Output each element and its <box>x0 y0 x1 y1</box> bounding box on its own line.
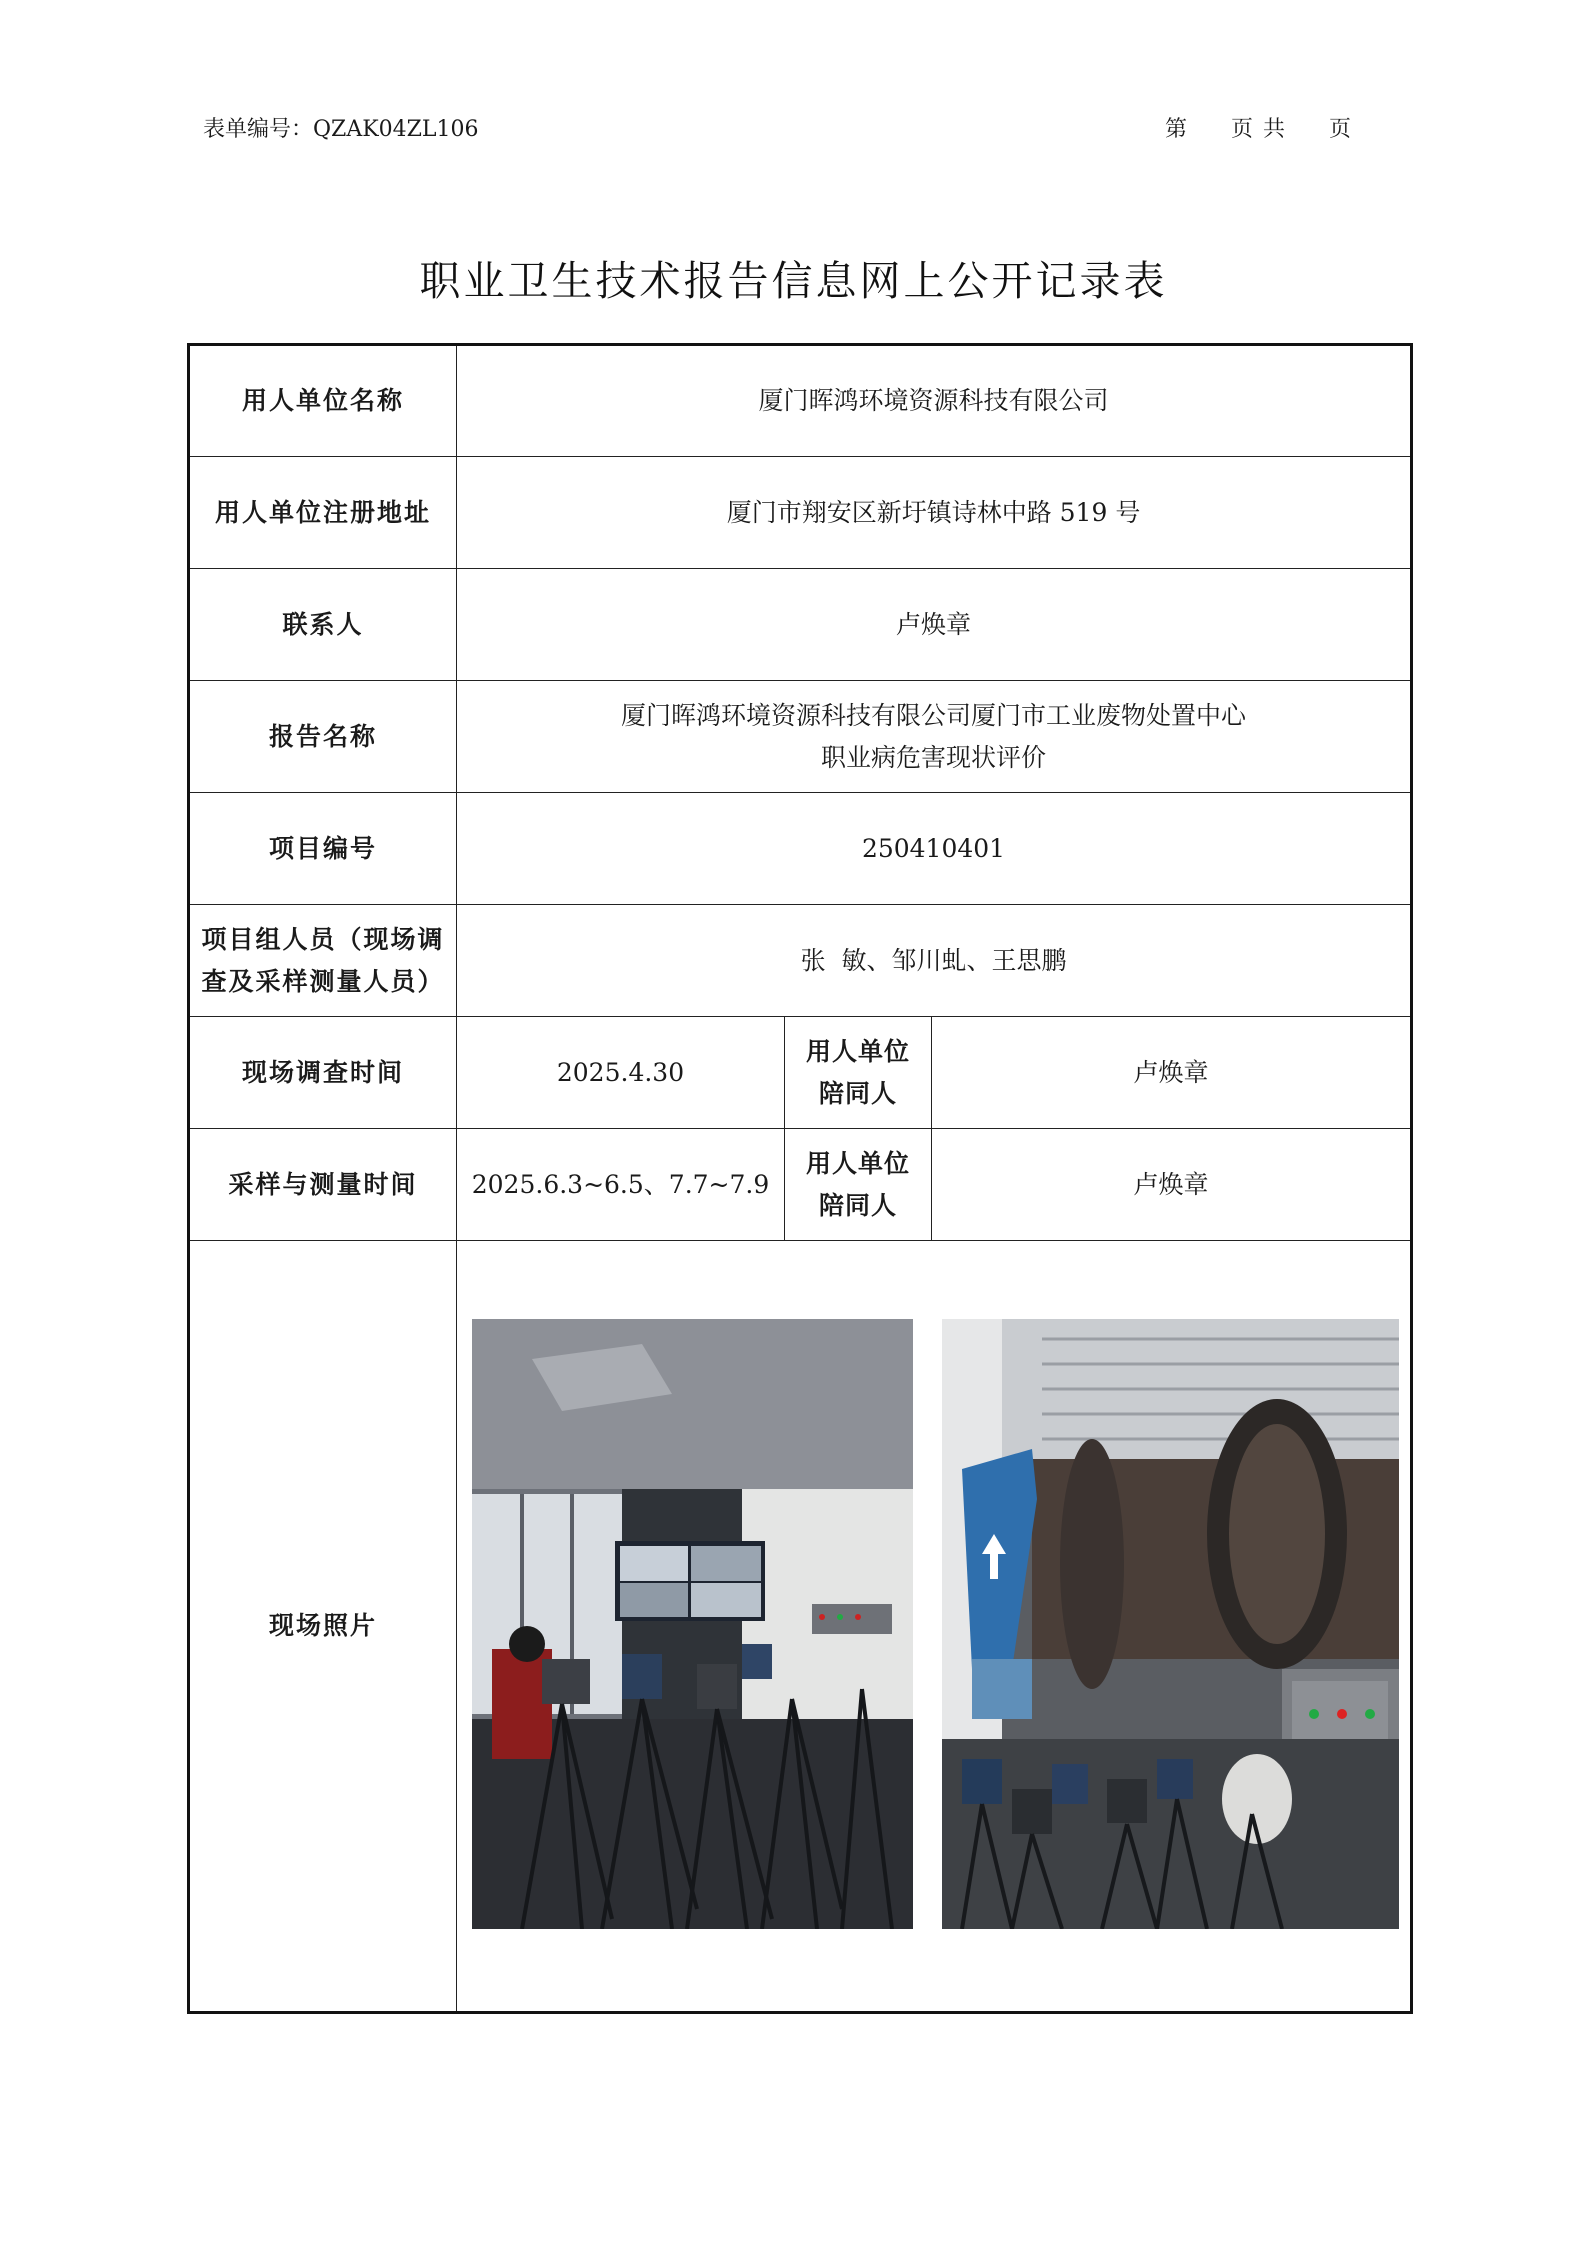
team-label-line-1: 项目组人员（现场调 <box>201 924 445 954</box>
row-team <box>189 905 1412 1017</box>
page-text-3: 共 <box>1263 117 1286 142</box>
page-text-4: 页 <box>1329 117 1352 142</box>
sampling-date: 2025.6.3~6.5、7.7~7.9 <box>457 1129 785 1241</box>
team-label <box>189 905 457 1017</box>
form-number: 表单编号：QZAK04ZL106 <box>203 117 479 142</box>
employer-address-value: 厦门市翔安区新圩镇诗林中路 519 号 <box>457 457 1412 569</box>
employer-address-label: 用人单位注册地址 <box>189 457 457 569</box>
employer-name-label: 用人单位名称 <box>189 345 457 457</box>
row-contact <box>189 569 1412 681</box>
project-no-value: 250410401 <box>457 793 1412 905</box>
sampling-escort-value: 卢焕章 <box>932 1129 1412 1241</box>
row-employer-address <box>189 457 1412 569</box>
survey-date: 2025.4.30 <box>457 1017 785 1129</box>
sampling-escort-label <box>785 1129 932 1241</box>
page-text-2: 页 <box>1231 117 1254 142</box>
survey-label: 现场调查时间 <box>189 1017 457 1129</box>
team-value: 张 敏、邹川虬、王思鹏 <box>457 905 1412 1017</box>
survey-escort-value: 卢焕章 <box>932 1017 1412 1129</box>
report-name-label: 报告名称 <box>189 681 457 793</box>
report-name-line-2: 职业病危害现状评价 <box>821 742 1047 772</box>
row-photos <box>189 1241 1412 2013</box>
row-survey <box>189 1017 1412 1129</box>
record-table <box>187 343 1413 2014</box>
survey-escort-label-line-1: 用人单位 <box>805 1036 910 1066</box>
document-title: 职业卫生技术报告信息网上公开记录表 <box>419 257 1168 305</box>
row-project-no <box>189 793 1412 905</box>
report-name-line-1: 厦门晖鸿环境资源科技有限公司厦门市工业废物处置中心 <box>621 700 1247 730</box>
contact-label: 联系人 <box>189 569 457 681</box>
site-photo-kiln <box>942 1319 1399 1929</box>
employer-name-value: 厦门晖鸿环境资源科技有限公司 <box>457 345 1412 457</box>
sampling-escort-label-line-1: 用人单位 <box>805 1148 910 1178</box>
sampling-escort-label-line-2: 陪同人 <box>818 1190 897 1220</box>
survey-escort-label <box>785 1017 932 1129</box>
photos-label: 现场照片 <box>189 1241 457 2013</box>
sampling-label: 采样与测量时间 <box>189 1129 457 1241</box>
page-text-1: 第 <box>1165 117 1188 142</box>
row-sampling <box>189 1129 1412 1241</box>
contact-value: 卢焕章 <box>457 569 1412 681</box>
survey-escort-label-line-2: 陪同人 <box>818 1078 897 1108</box>
row-report-name <box>189 681 1412 793</box>
site-photo-control-room <box>472 1319 913 1929</box>
project-no-label: 项目编号 <box>189 793 457 905</box>
report-name-value <box>457 681 1412 793</box>
photos-cell <box>457 1241 1412 2013</box>
row-employer-name <box>189 345 1412 457</box>
page-indicator <box>1165 112 1351 143</box>
team-label-line-2: 查及采样测量人员） <box>201 966 445 996</box>
